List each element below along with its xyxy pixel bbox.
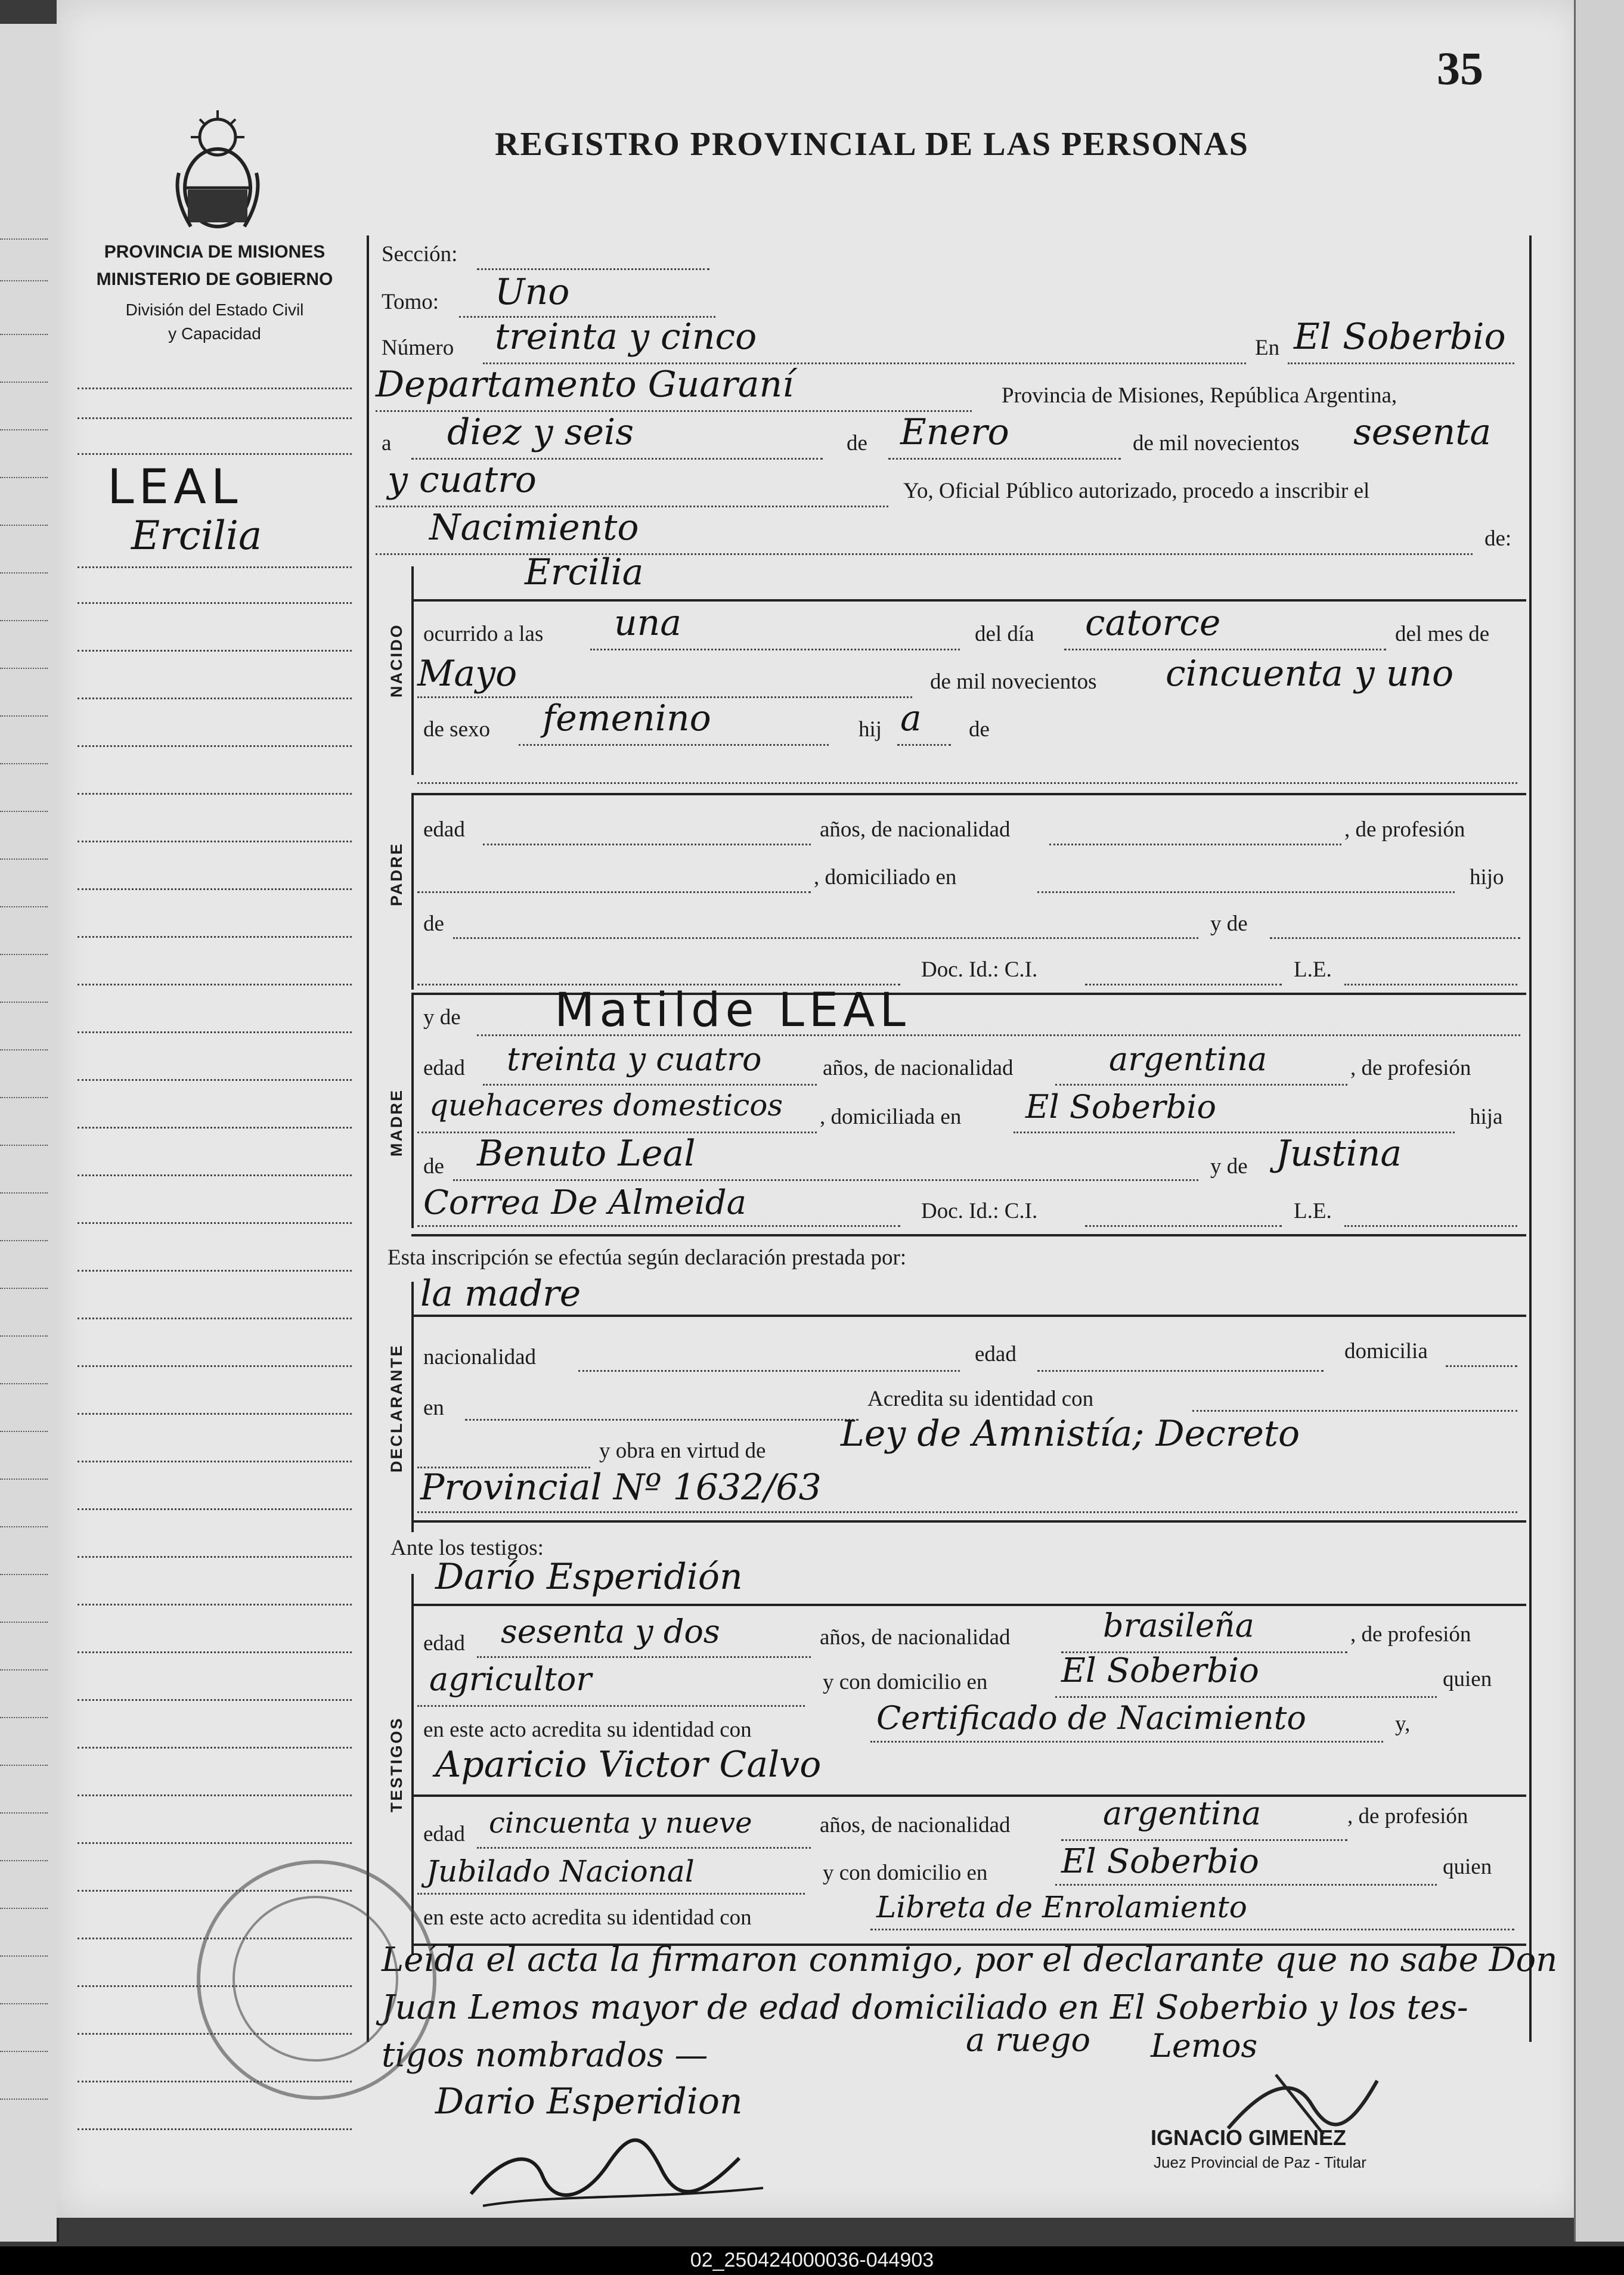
numero-label: Número <box>382 336 454 360</box>
madre-domiciliada-label: , domiciliada en <box>820 1105 962 1129</box>
testigo1-name: Darío Esperidión <box>435 1556 743 1598</box>
testigo2-nacionalidad-value: argentina <box>1103 1794 1262 1832</box>
provincia-text: Provincia de Misiones, República Argentina, <box>1002 383 1397 408</box>
testigo1-edad-label: edad <box>423 1631 465 1656</box>
official-title: Juez Provincial de Paz - Titular <box>1154 2153 1366 2171</box>
registry-stamp-inner-ring <box>233 1896 398 2062</box>
madre-profesion-label: , de profesión <box>1350 1056 1471 1080</box>
en-label: En <box>1255 336 1280 360</box>
declarante-acredita-label: Acredita su identidad con <box>867 1387 1094 1411</box>
closing-line-2: Juan Lemos mayor de edad domiciliado en El Soberbio y los tes- <box>382 1988 1468 2027</box>
testigo2-domicilio-value: El Soberbio <box>1061 1842 1259 1881</box>
madre-name: Matilde LEAL <box>554 984 910 1037</box>
madre-doc-label: Doc. Id.: C.I. <box>921 1199 1038 1223</box>
declarante-domicilia-label: domicilia <box>1344 1339 1428 1363</box>
madre-anos-label: años, de nacionalidad <box>823 1056 1014 1080</box>
testigo1-y-label: y, <box>1395 1712 1411 1736</box>
testigo1-edad-value: sesenta y dos <box>501 1613 720 1650</box>
madre-y-de-label: y de <box>423 1005 461 1030</box>
padre-hijo-label: hijo <box>1470 865 1504 889</box>
dia-nacimiento-value: catorce <box>1085 602 1221 644</box>
madre-hija-label: hija <box>1470 1105 1503 1129</box>
hora-value: una <box>614 602 682 644</box>
acto-value: Nacimiento <box>429 507 639 548</box>
declarante-edad-label: edad <box>975 1342 1016 1366</box>
madre-profesion-value: quehaceres domesticos <box>429 1088 783 1123</box>
tomo-label: Tomo: <box>382 290 439 314</box>
padre-le-label: L.E. <box>1294 957 1332 982</box>
org-ministry: MINISTERIO DE GOBIERNO <box>96 269 333 289</box>
dia-value: diez y seis <box>447 411 634 453</box>
madre-nacionalidad-value: argentina <box>1109 1040 1267 1078</box>
document-title: REGISTRO PROVINCIAL DE LAS PERSONAS <box>495 126 1249 163</box>
madre-side-label: MADRE <box>388 1089 405 1157</box>
testigo1-domicilio-value: El Soberbio <box>1061 1651 1259 1690</box>
declarante-intro: Esta inscripción se efectúa según declaración prestada por: <box>388 1245 907 1270</box>
padre-edad-label: edad <box>423 817 465 842</box>
testigo1-acredita-label: en este acto acredita su identidad con <box>423 1718 752 1742</box>
madre-madre-value-1: Justina <box>1276 1133 1402 1174</box>
madre-de-label: de <box>423 1154 444 1179</box>
margin-given-name: Ercilia <box>131 513 262 559</box>
nacido-de-label: de <box>969 717 990 742</box>
testigo1-anos-label: años, de nacionalidad <box>820 1625 1011 1650</box>
padre-de-label: de <box>423 912 444 936</box>
declarante-side-label: DECLARANTE <box>388 1344 405 1473</box>
madre-edad-label: edad <box>423 1056 465 1080</box>
testigo1-domicilio-label: y con domicilio en <box>823 1670 988 1694</box>
ocurrido-label: ocurrido a las <box>423 622 544 646</box>
declarante-nacionalidad-label: nacionalidad <box>423 1345 537 1369</box>
org-province: PROVINCIA DE MISIONES <box>104 242 326 262</box>
declarante-value: la madre <box>420 1273 581 1315</box>
testigo2-acredita-value: Libreta de Enrolamiento <box>876 1890 1247 1924</box>
madre-madre-value-2: Correa De Almeida <box>423 1183 747 1222</box>
departamento-value: Departamento Guaraní <box>376 364 794 405</box>
en-value: El Soberbio <box>1294 316 1506 358</box>
declarante-en-label: en <box>423 1396 444 1420</box>
closing-rogo-name: Lemos <box>1151 2027 1258 2065</box>
madre-edad-value: treinta y cuatro <box>507 1040 762 1078</box>
padre-side-label: PADRE <box>388 842 405 906</box>
margin-surname: LEAL <box>107 459 243 514</box>
testigo1-quien-label: quien <box>1443 1667 1492 1691</box>
declarante-obra-value-1: Ley de Amnistía; Decreto <box>841 1413 1300 1455</box>
padre-domiciliado-label: , domiciliado en <box>814 865 957 889</box>
org-capacity: y Capacidad <box>168 324 261 343</box>
closing-line-3: tigos nombrados — <box>382 2036 708 2075</box>
padre-profesion-label: , de profesión <box>1344 817 1465 842</box>
anio-value-1: sesenta <box>1353 411 1492 453</box>
image-footer-bar <box>0 2246 1624 2275</box>
nacido-side-label: NACIDO <box>388 623 405 698</box>
declarante-obra-label: y obra en virtud de <box>599 1439 766 1463</box>
image-code: 02_250424000036-044903 <box>690 2249 934 2271</box>
del-dia-label: del día <box>975 622 1034 646</box>
madre-padre-value: Benuto Leal <box>477 1133 696 1174</box>
testigo2-profesion-label: , de profesión <box>1347 1804 1468 1828</box>
seccion-label: Sección: <box>382 242 458 266</box>
testigo2-name: Aparicio Victor Calvo <box>435 1744 822 1786</box>
de-end-label: de: <box>1484 526 1512 551</box>
declarante-obra-value-2: Provincial Nº 1632/63 <box>420 1467 822 1508</box>
testigo2-anos-label: años, de nacionalidad <box>820 1813 1011 1837</box>
del-mes-label: del mes de <box>1395 622 1490 646</box>
testigos-intro: Ante los testigos: <box>390 1536 544 1560</box>
testigo2-acredita-label: en este acto acredita su identidad con <box>423 1905 752 1930</box>
madre-le-label: L.E. <box>1294 1199 1332 1223</box>
page-stack-edge <box>1574 0 1624 2242</box>
de-label: de <box>847 431 867 455</box>
coat-of-arms-emblem <box>167 107 268 238</box>
yo-text: Yo, Oficial Público autorizado, procedo a inscribir el <box>903 479 1370 503</box>
anio-value-2: y cuatro <box>388 459 537 501</box>
testigo1-profesion-value: agricultor <box>429 1660 592 1698</box>
mil-novecientos-label: de mil novecientos <box>1133 431 1300 455</box>
declarant-signature <box>465 2122 775 2218</box>
testigos-side-label: TESTIGOS <box>388 1716 405 1812</box>
testigo1-acredita-value: Certificado de Nacimiento <box>876 1699 1306 1737</box>
numero-value: treinta y cinco <box>495 316 757 358</box>
testigo2-domicilio-label: y con domicilio en <box>823 1861 988 1885</box>
mes-value: Enero <box>900 411 1009 453</box>
adjacent-page-edge <box>0 24 59 2242</box>
padre-anos-label: años, de nacionalidad <box>820 817 1011 842</box>
tomo-value: Uno <box>495 271 570 313</box>
closing-rogo: a ruego <box>966 2021 1090 2059</box>
padre-y-de-label: y de <box>1210 912 1248 936</box>
madre-domicilio-value: El Soberbio <box>1025 1088 1217 1126</box>
official-name: IGNACIO GIMENEZ <box>1151 2125 1347 2150</box>
testigo2-quien-label: quien <box>1443 1855 1492 1879</box>
madre-y-de2-label: y de <box>1210 1154 1248 1179</box>
hij-label: hij <box>859 717 882 742</box>
testigo2-edad-label: edad <box>423 1822 465 1846</box>
hij-value: a <box>900 698 922 739</box>
page-number: 35 <box>1437 42 1483 94</box>
testigo1-profesion-label: , de profesión <box>1350 1622 1471 1647</box>
signature-dario: Dario Esperidion <box>435 2081 743 2122</box>
org-division: División del Estado Civil <box>125 300 304 319</box>
padre-doc-label: Doc. Id.: C.I. <box>921 957 1038 982</box>
anio-nacimiento-value: cincuenta y uno <box>1166 653 1454 695</box>
sexo-value: femenino <box>543 698 711 739</box>
mes-nacimiento-value: Mayo <box>417 653 517 695</box>
a-label: a <box>382 431 392 455</box>
testigo1-nacionalidad-value: brasileña <box>1103 1607 1254 1644</box>
sexo-label: de sexo <box>423 717 490 742</box>
nacido-name: Ercilia <box>525 551 644 593</box>
testigo2-edad-value: cincuenta y nueve <box>489 1806 752 1840</box>
closing-line-1: Leída el acta la firmaron conmigo, por el declarante que no sabe Don <box>382 1941 1558 1979</box>
testigo2-profesion-value: Jubilado Nacional <box>426 1854 695 1889</box>
nacido-mil-label: de mil novecientos <box>930 670 1097 694</box>
